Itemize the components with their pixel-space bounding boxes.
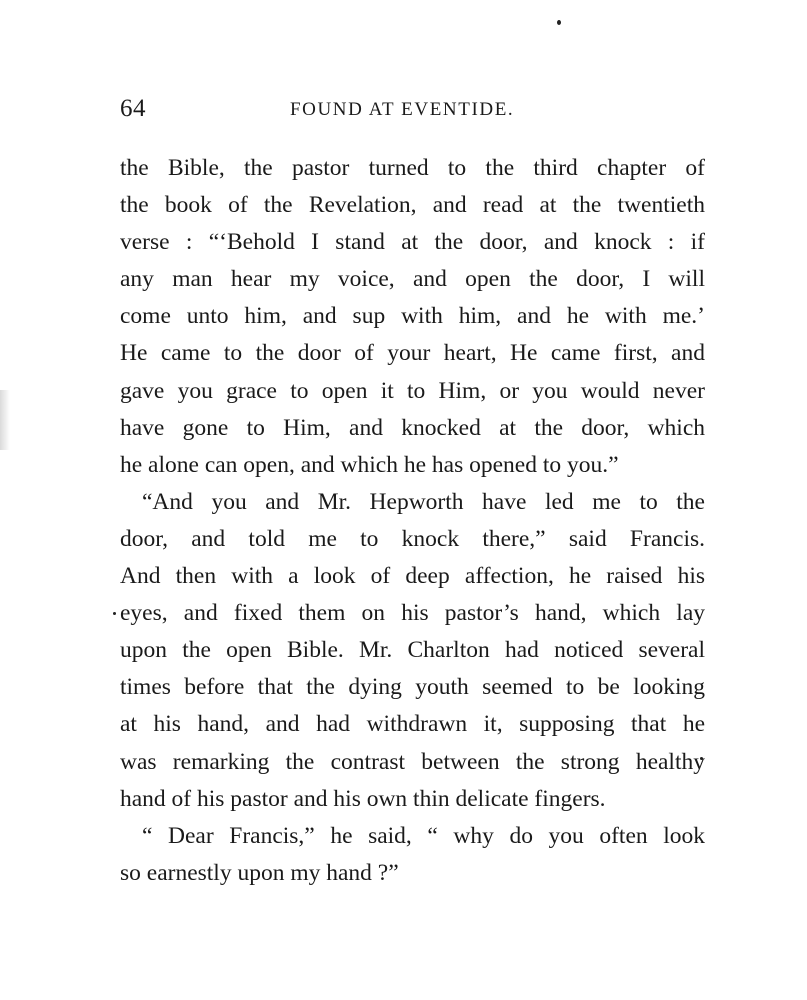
text-line: door, and told me to knock there,” said Francis. bbox=[120, 525, 705, 552]
text-line: so earnestly upon my hand ?” bbox=[120, 859, 399, 886]
text-line: was remarking the contrast between the strong healthy bbox=[120, 748, 705, 775]
text-line: eyes, and fixed them on his pastor’s hand, which lay bbox=[120, 600, 705, 627]
text-line: times before that the dying youth seemed to be looking bbox=[120, 674, 705, 701]
text-line: come unto him, and sup with him, and he with me.’ bbox=[120, 303, 705, 330]
body-text bbox=[120, 150, 705, 892]
page-number: 64 bbox=[120, 95, 146, 122]
text-line: the book of the Revelation, and read at the twentieth bbox=[120, 192, 705, 219]
text-line: hand of his pastor and his own thin delicate fingers. bbox=[120, 785, 606, 812]
text-line: gave you grace to open it to Him, or you would never bbox=[120, 377, 705, 404]
running-title: FOUND AT EVENTIDE. bbox=[290, 99, 515, 120]
page-edge-smudge bbox=[0, 390, 10, 450]
paragraph-first-line: “And you and Mr. Hepworth have led me to the bbox=[142, 488, 705, 515]
text-line: he alone can open, and which he has opened to you.” bbox=[120, 451, 619, 478]
text-line: any man hear my voice, and open the door, I will bbox=[120, 266, 705, 293]
running-header bbox=[120, 95, 705, 135]
ink-speck bbox=[113, 612, 116, 615]
text-line: have gone to Him, and knocked at the door, which bbox=[120, 414, 705, 441]
text-line: And then with a look of deep affection, he raised his bbox=[120, 563, 705, 590]
text-line: verse : “‘Behold I stand at the door, and knock : if bbox=[120, 229, 705, 256]
text-line: upon the open Bible. Mr. Charlton had noticed several bbox=[120, 637, 705, 664]
text-line: He came to the door of your heart, He came first, and bbox=[120, 340, 705, 367]
ink-speck bbox=[557, 20, 561, 25]
paragraph-first-line: “ Dear Francis,” he said, “ why do you often look bbox=[142, 822, 705, 849]
text-line: the Bible, the pastor turned to the third chapter of bbox=[120, 155, 705, 181]
text-line: at his hand, and had withdrawn it, supposing that he bbox=[120, 711, 705, 738]
